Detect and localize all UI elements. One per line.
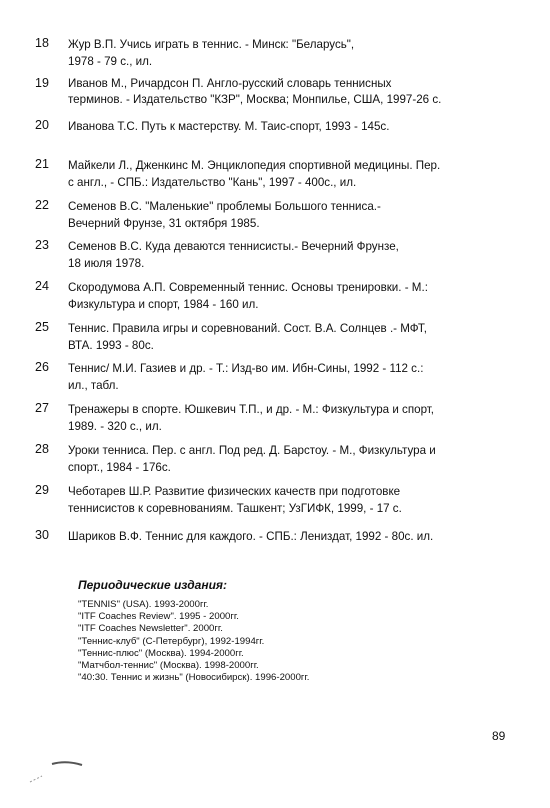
periodical-item: "40:30. Теннис и жизнь" (Новосибирск). 1996-2000гг.	[78, 672, 310, 684]
reference-number: 29	[35, 483, 49, 497]
reference-text: Семенов В.С. Куда деваются теннисисты.- Вечерний Фрунзе, 18 июля 1978.	[68, 240, 399, 270]
reference-number: 25	[35, 320, 49, 334]
reference-text: Чеботарев Ш.Р. Развитие физических качеств при подготовке теннисистов к соревнованиям. Ташкент; УзГИФК, 1999, - 17 с.	[68, 485, 402, 515]
reference-number: 20	[35, 118, 49, 132]
reference-number: 19	[35, 76, 49, 90]
reference-number: 26	[35, 360, 49, 374]
periodical-item: "ITF Coaches Review". 1995 - 2000гг.	[78, 611, 239, 623]
reference-text: Семенов В.С. "Маленькие" проблемы Большого тенниса.- Вечерний Фрунзе, 31 октября 1985.	[68, 200, 381, 230]
reference-number: 21	[35, 157, 49, 171]
periodicals-section	[78, 578, 309, 684]
reference-number: 22	[35, 198, 49, 212]
reference-text: Шариков В.Ф. Теннис для каждого. - СПБ.: Лениздат, 1992 - 80с. ил.	[68, 530, 434, 543]
periodical-item: "ITF Coaches Newsletter". 2000гг.	[78, 623, 223, 635]
scan-smudge	[28, 756, 88, 786]
reference-number: 24	[35, 279, 49, 293]
reference-number: 23	[35, 238, 49, 252]
reference-text: Жур В.П. Учись играть в теннис. - Минск: "Беларусь", 1978 - 79 с., ил.	[68, 38, 355, 68]
reference-number: 30	[35, 528, 49, 542]
periodical-item: "Теннис-плюс" (Москва). 1994-2000гг.	[78, 647, 244, 659]
reference-number: 28	[35, 442, 49, 456]
reference-text: Иванова Т.С. Путь к мастерству. М. Таис-спорт, 1993 - 145с.	[68, 120, 390, 133]
page-number: 89	[492, 729, 506, 743]
periodical-item: "TENNIS" (USA). 1993-2000гг.	[78, 599, 209, 610]
reference-text: Уроки тенниса. Пер. с англ. Под ред. Д. Барстоу. - М., Физкультура и спорт., 1984 - 176с.	[68, 444, 436, 474]
reference-number: 27	[35, 401, 49, 415]
reference-text: Теннис/ М.И. Газиев и др. - Т.: Изд-во им. Ибн-Сины, 1992 - 112 с.: ил., табл.	[68, 362, 424, 392]
reference-text: Иванов М., Ричардсон П. Англо-русский словарь теннисных терминов. - Издательство "КЗР", Москва; Монпилье, США, 1997-26 с.	[68, 77, 442, 106]
periodicals-heading: Периодические издания:	[78, 578, 227, 592]
reference-text: Майкели Л., Дженкинс М. Энциклопедия спортивной медицины. Пер. с англ., - СПБ.: Издательство "Кань", 1997 - 400с., ил.	[68, 159, 441, 189]
reference-text: Теннис. Правила игры и соревнований. Сост. В.А. Солнцев .- МФТ, ВТА. 1993 - 80с.	[68, 322, 427, 352]
reference-text: Скородумова А.П. Современный теннис. Основы тренировки. - М.: Физкультура и спорт, 1984 - 160 ил.	[68, 281, 428, 311]
periodical-item: "Теннис-клуб" (С-Петербург), 1992-1994гг.	[78, 635, 265, 647]
reference-number: 18	[35, 36, 49, 50]
reference-text: Тренажеры в спорте. Юшкевич Т.П., и др. - М.: Физкультура и спорт, 1989. - 320 с., ил.	[68, 403, 435, 433]
periodical-item: "Матчбол-теннис" (Москва). 1998-2000гг.	[78, 660, 259, 672]
